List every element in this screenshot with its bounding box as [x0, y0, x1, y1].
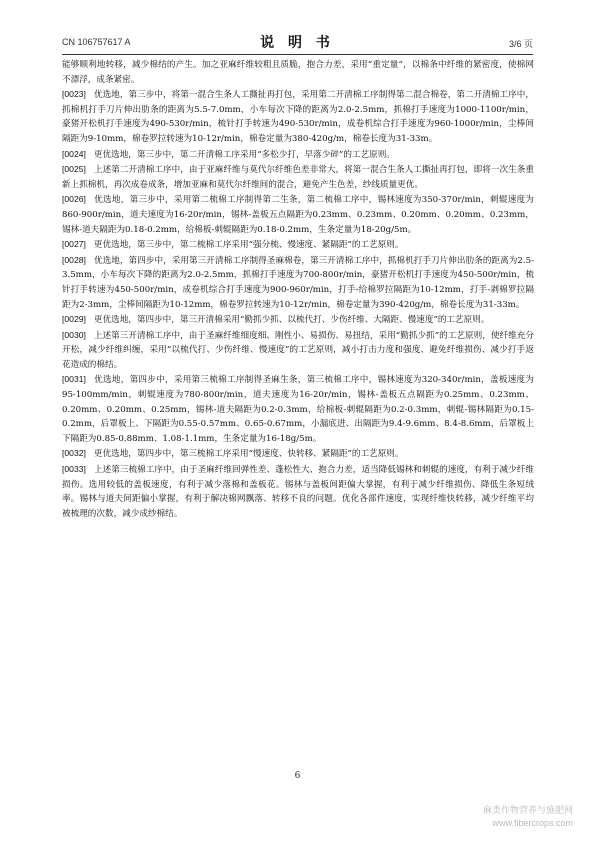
paragraph-number: [0024]: [62, 148, 86, 159]
paragraph-0029: [62, 312, 534, 328]
paragraph-number: [0028]: [62, 254, 86, 265]
paragraph-0026: [62, 192, 534, 237]
paragraph-0024: [62, 147, 534, 163]
paragraph-text: 优选地，第三步中，将第一混合生条人工撕扯再打包，采用第二开清棉工序制得第二混合棉卷，第二开清棉工序中，抓棉机打手刀片伸出肋条的距离为5.5-7.0mm，小车每次下降的距离为2.0-2.5mm，抓棉打手速度为1000-1100r/min，豪猪开松机打手速度为490-530r/min，梳针打手转速为490-530r/min，成卷机综合打手速度为960-1000r/min，尘棒间隔距为9-10mm，棉卷罗拉转速为10-12r/min，棉卷定量为380-420g/m，棉卷长度为31-33m。: [62, 90, 534, 144]
watermark-url: www.fibercrops.com: [492, 818, 573, 828]
document-number: CN 106757617 A: [62, 37, 131, 47]
paragraph-number: [0030]: [62, 329, 86, 340]
paragraph-text: 更优选地，第三步中，第二开清棉工序采用“多松少打，早落少碎”的工艺原则。: [93, 149, 395, 160]
paragraph-number: [0029]: [62, 314, 86, 325]
paragraph-0025: [62, 162, 534, 192]
page-header: [62, 30, 533, 55]
site-watermark: [483, 804, 573, 830]
document-body: [62, 58, 534, 521]
paragraph-0028: [62, 253, 534, 312]
paragraph-0027: [62, 237, 534, 253]
paragraph-text: 优选地，第四步中，采用第三梳棉工序制得圣麻生条，第三梳棉工序中，锡林速度为320-340r/min，盖板速度为95-100mm/min，刺辊速度为780-800r/min，道夫速度为16-20r/min，锡林-盖板五点隔距为0.25mm、0.23mm、0.20mm、0.20mm、0.25mm，锡林-道夫隔距为0.2-0.3mm，给棉板-刺辊隔距为0.2-0.3mm，刺辊-锡林隔距为0.15-0.2mm，后罩板上、下隔距为0.55-0.57mm、0.65-0.67mm，小漏底进、出隔距为9.4-9.6mm、8.4-8.6mm，后罩板上下隔距为0.85-0.88mm、1.08-1.1mm，生条定量为16-18g/5m。: [62, 375, 534, 444]
paragraph-text: 上述第三梳棉工序中，由于圣麻纤维回弹性差、蓬松性大、抱合力差，适当降低锡林和刺辊的速度，有利于减少纤维损伤。选用较低的盖板速度，有利于减少落棉和盖板花。锡林与盖板间距偏大掌握，有利于减少纤维损伤、降低生条短绒率。锡林与道夫间距偏小掌握，有利于解决棉网飘落、转移不良的问题。优化各部件速度，实现纤维快转移，减少纤维平均被梳理的次数，减少成纱棉结。: [62, 465, 534, 519]
page-indicator: 3/6 页: [508, 39, 533, 49]
paragraph-number: [0026]: [62, 194, 86, 205]
watermark-site-name: 麻类作物营养与施肥网: [482, 805, 573, 815]
paragraph-text: 优选地，第四步中，采用第三开清棉工序制得圣麻棉卷，第三开清棉工序中，抓棉机打手刀片伸出肋条的距离为2.5-3.5mm，小车每次下降的距离为2.0-2.5mm，抓棉打手速度为700-800r/min，豪猪开松机打手速度为450-500r/min，梳针打手转速为450-500r/min，成卷机综合打手速度为900-960r/min，打手-给棉罗拉隔距为10-12mm，打手-剥棉罗拉隔距为2-3mm，尘棒间隔距为10-12mm，棉卷罗拉转速为10-12r/min，棉卷定量为390-420g/m，棉卷长度为31-33m。: [62, 255, 534, 310]
paragraph-text: 优选地，第三步中，采用第二梳棉工序制得第二生条，第二梳棉工序中，锡林速度为350-370r/min，刺辊速度为860-900r/min，道夫速度为16-20r/min，锡林-盖板五点隔距为0.23mm、0.23mm、0.20mm、0.20mm、0.23mm，锡林-道夫隔距为0.18-0.2mm，给棉板-刺辊隔距为0.18-0.2mm，生条定量为18-20g/5m。: [62, 195, 534, 235]
paragraph-text: 更优选地，第四步中，第三梳棉工序采用“慢速度、快转移、紧隔距”的工艺原则。: [93, 449, 404, 460]
paragraph-number: [0025]: [62, 164, 86, 175]
paragraph-number: [0031]: [62, 374, 86, 385]
paragraph-text: 更优选地，第三步中，第二梳棉工序采用“强分梳、慢速度、紧隔距”的工艺原则。: [93, 240, 404, 251]
paragraph-0031: [62, 372, 534, 446]
paragraph-text: 能够顺利地转移，减少棉结的产生。加之亚麻纤维较粗且质脆，抱合力差，采用“重定量”，以棉条中纤维的紧密度，使棉网不漂浮，成条紧密。: [62, 60, 534, 85]
paragraph-text: 上述第三开清棉工序中，由于圣麻纤维细度细、刚性小、易损伤、易扭结，采用“勤抓少抓”的工艺原则，使纤维充分开松，减少纤维纠缠，采用“以梳代打、少伤纤维、慢速度”的工艺原则，减小打击力度和强度、避免纤维损伤、减少打手返花造成的棉结。: [62, 330, 534, 370]
paragraph-text: 上述第二开清棉工序中，由于亚麻纤维与莫代尔纤维色差非常大，将第一混合生条人工撕扯再打包，即将一次生条重新上抓棉机，再次成卷成条，增加亚麻和莫代尔纤维间的混合，避免产生色差，纱线质量更优。: [62, 165, 534, 190]
paragraph-number: [0033]: [62, 464, 86, 475]
paragraph-continuation: [62, 58, 534, 87]
paragraph-0030: [62, 328, 534, 373]
page-number: 6: [294, 771, 301, 781]
paragraph-0033: [62, 462, 534, 521]
paragraph-0032: [62, 446, 534, 462]
paragraph-text: 更优选地，第四步中，第三开清棉采用“勤抓少抓、以梳代打、少伤纤维、大隔距、慢速度”的工艺原则。: [93, 315, 490, 326]
document-title: 说 明 书: [260, 34, 335, 50]
paragraph-0023: [62, 87, 534, 146]
paragraph-number: [0027]: [62, 239, 86, 250]
paragraph-number: [0032]: [62, 448, 86, 459]
paragraph-number: [0023]: [62, 89, 86, 100]
